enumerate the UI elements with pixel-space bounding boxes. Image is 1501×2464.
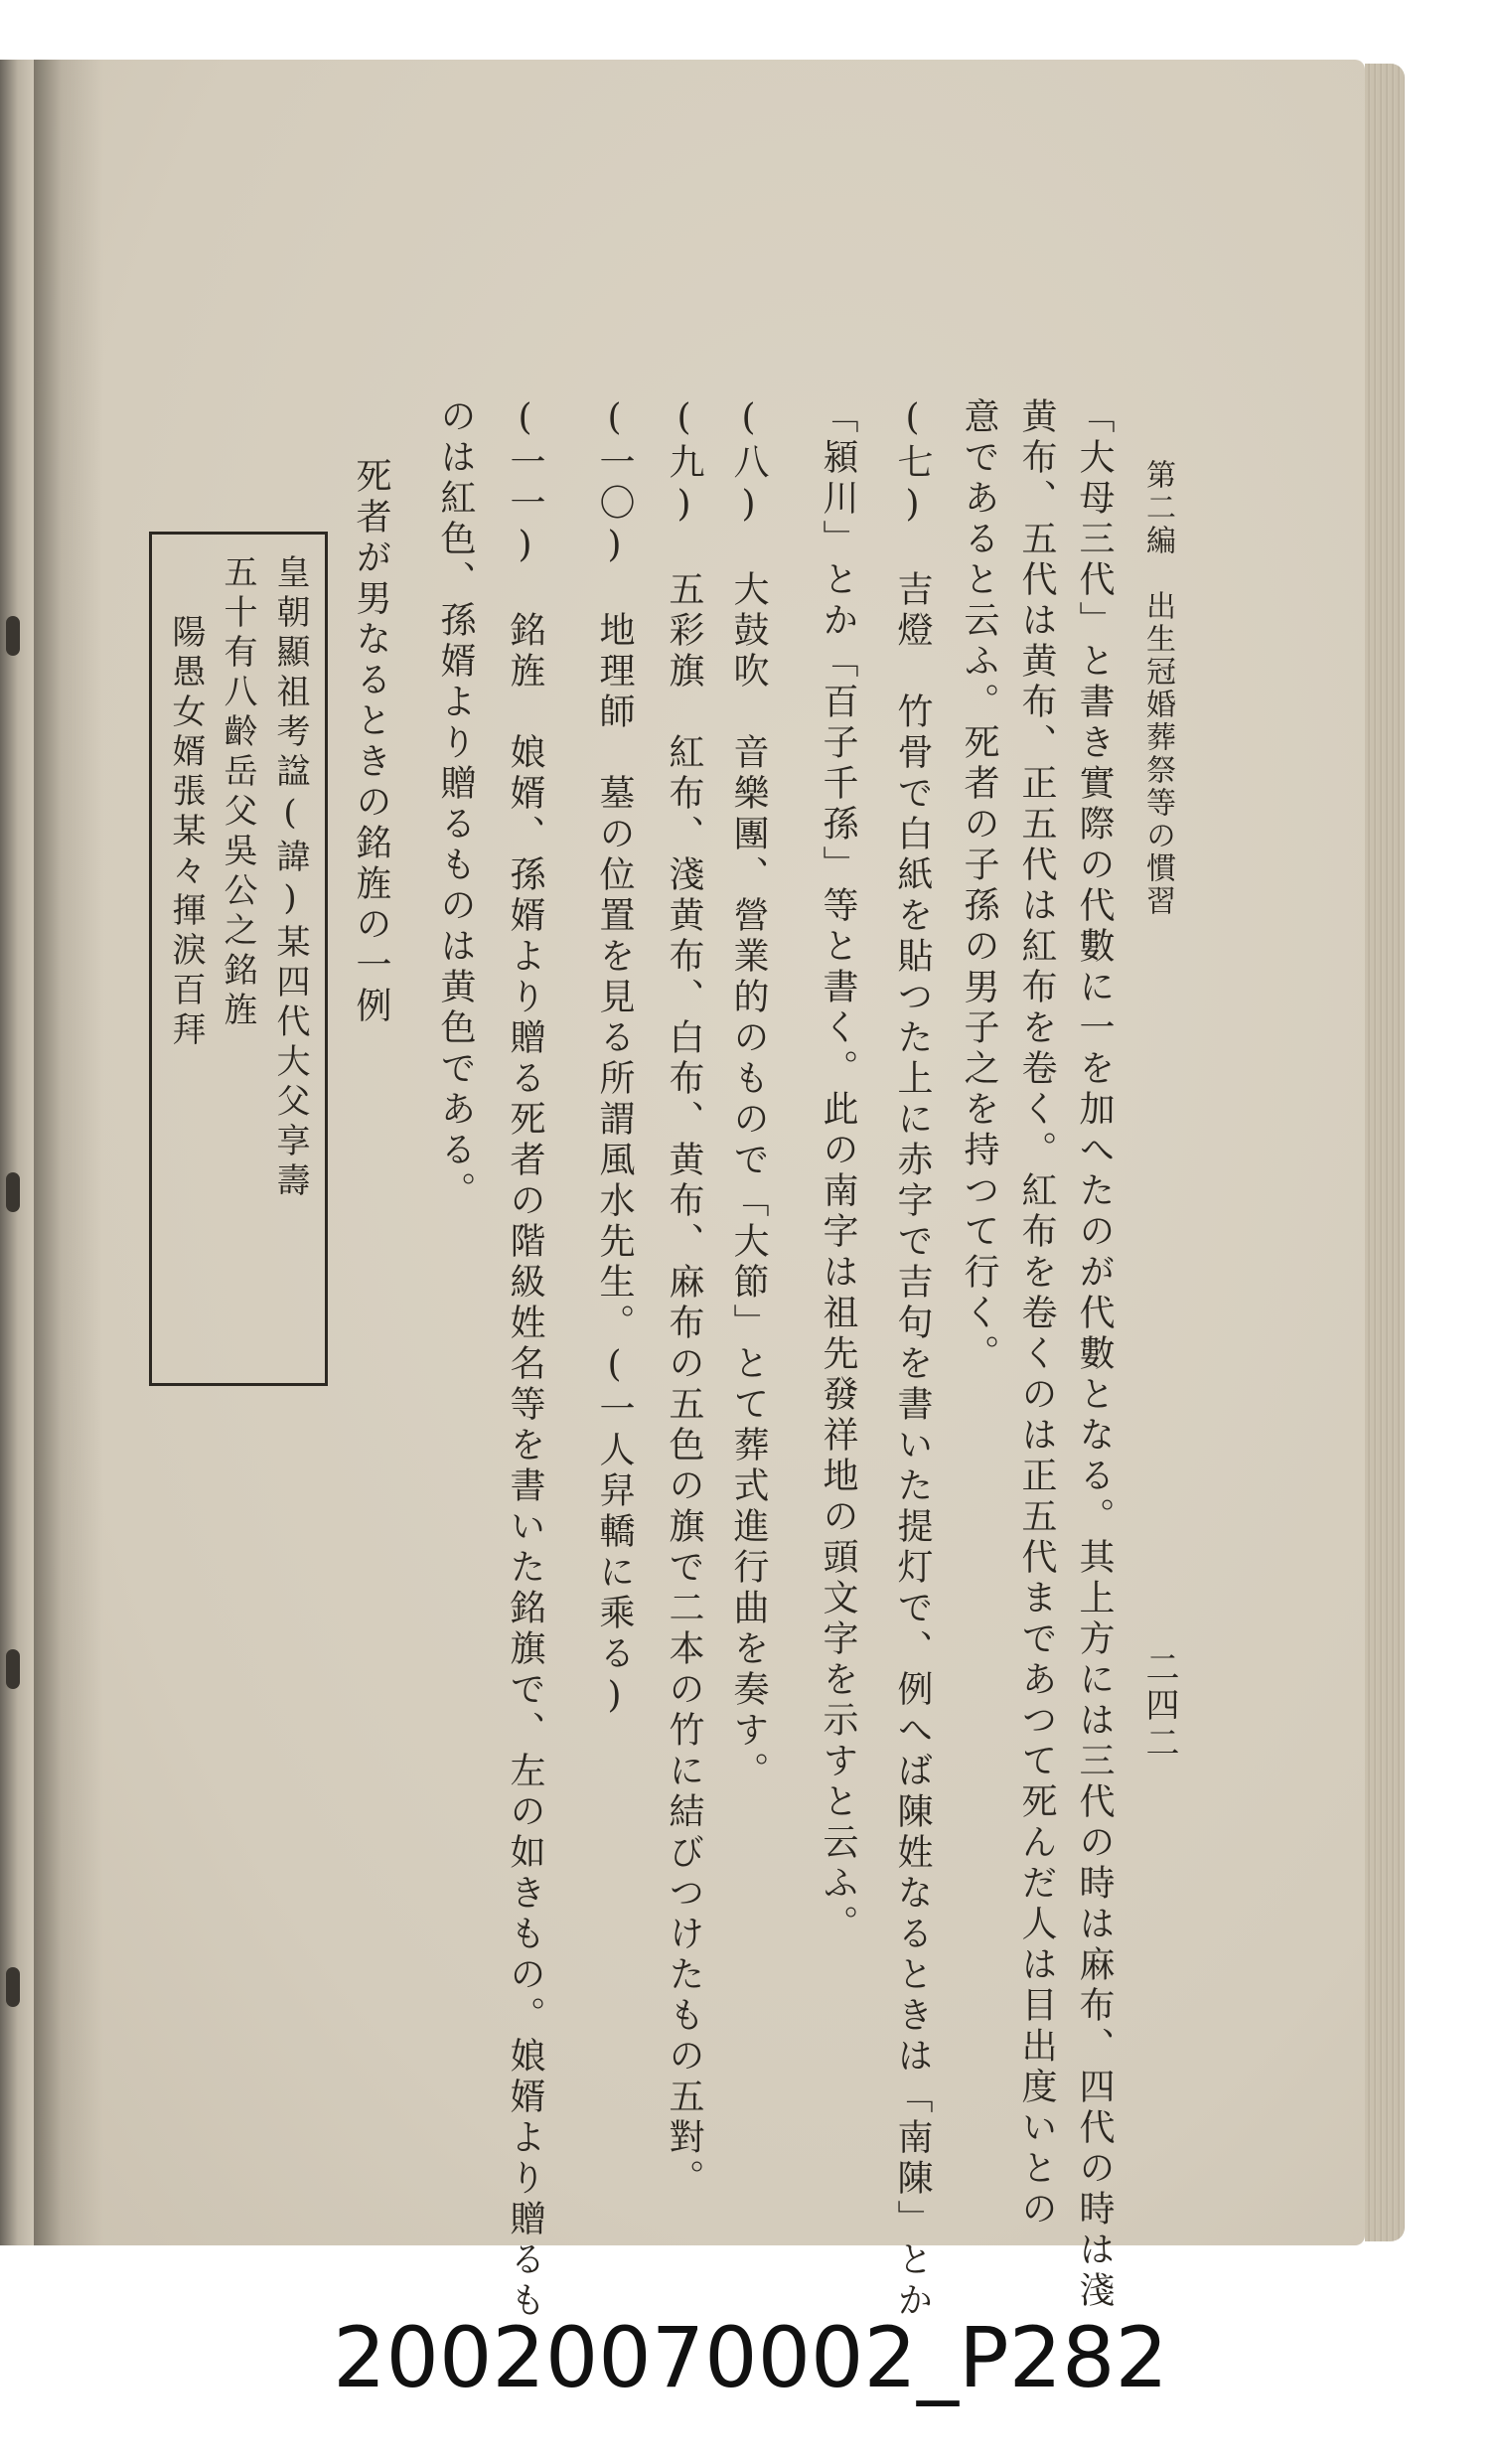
text-column: 死者が男なるときの銘旌の一例 xyxy=(351,457,391,1027)
banner-line: 皇朝顯祖考諡(諱)某四代大父享壽 xyxy=(270,554,310,1202)
banner-line: 五十有八齡岳父吳公之銘旌 xyxy=(218,554,257,1031)
text-column: (一一) 銘旌 娘婿、孫婿より贈る死者の階級姓名等を書いた銘旗で、左の如きもの。娘婿より贈るも xyxy=(505,397,545,2322)
binding-hole xyxy=(6,1967,20,2007)
gutter-shadow xyxy=(34,60,103,2245)
text-column: 意であると云ふ。死者の子孫の男子之を持つて行く。 xyxy=(959,397,999,1375)
text-column: 「大母三代」と書き實際の代數に一を加へたのが代數となる。其上方には三代の時は麻布、四代の時は淺 xyxy=(1074,397,1115,2312)
page-edges xyxy=(1365,64,1405,2241)
binding-hole xyxy=(6,616,20,656)
text-column: のは紅色、孫婿より贈るものは黄色である。 xyxy=(435,397,476,1212)
binding-hole xyxy=(6,1649,20,1689)
running-header: 第二編 出生冠婚葬祭等の慣習 xyxy=(1140,459,1175,918)
binding-hole xyxy=(6,1172,20,1212)
text-column: (九) 五彩旗 紅布、淺黄布、白布、黄布、麻布の五色の旗で二本の竹に結びつけたもの五對。 xyxy=(664,397,704,2200)
text-column: (一〇) 地理師 墓の位置を見る所謂風水先生。(一人舁轎に乘る) xyxy=(594,397,635,1721)
text-column: (八) 大鼓吹 音樂團、營業的のもので「大節」とて葬式進行曲を奏す。 xyxy=(728,397,769,1792)
banner-line: 陽愚女婿張某々揮淚百拜 xyxy=(166,614,206,1051)
page-number: 二四二 xyxy=(1139,1649,1179,1763)
text-column: 黄布、五代は黄布、正五代は紅布を卷く。紅布を卷くのは正五代まであつて死んだ人は目出度いとの xyxy=(1016,397,1057,2231)
text-column: 「潁川」とか「百子千孫」等と書く。此の南字は祖先發祥地の頭文字を示すと云ふ。 xyxy=(818,397,858,1945)
banner-example-box xyxy=(149,532,328,1386)
image-id-caption: 20020070002_P282 xyxy=(333,2309,1168,2406)
text-column: (七) 吉燈 竹骨で白紙を貼つた上に赤字で吉句を書いた提灯で、例へば陳姓なるときは「南陳」とか xyxy=(892,397,933,2322)
